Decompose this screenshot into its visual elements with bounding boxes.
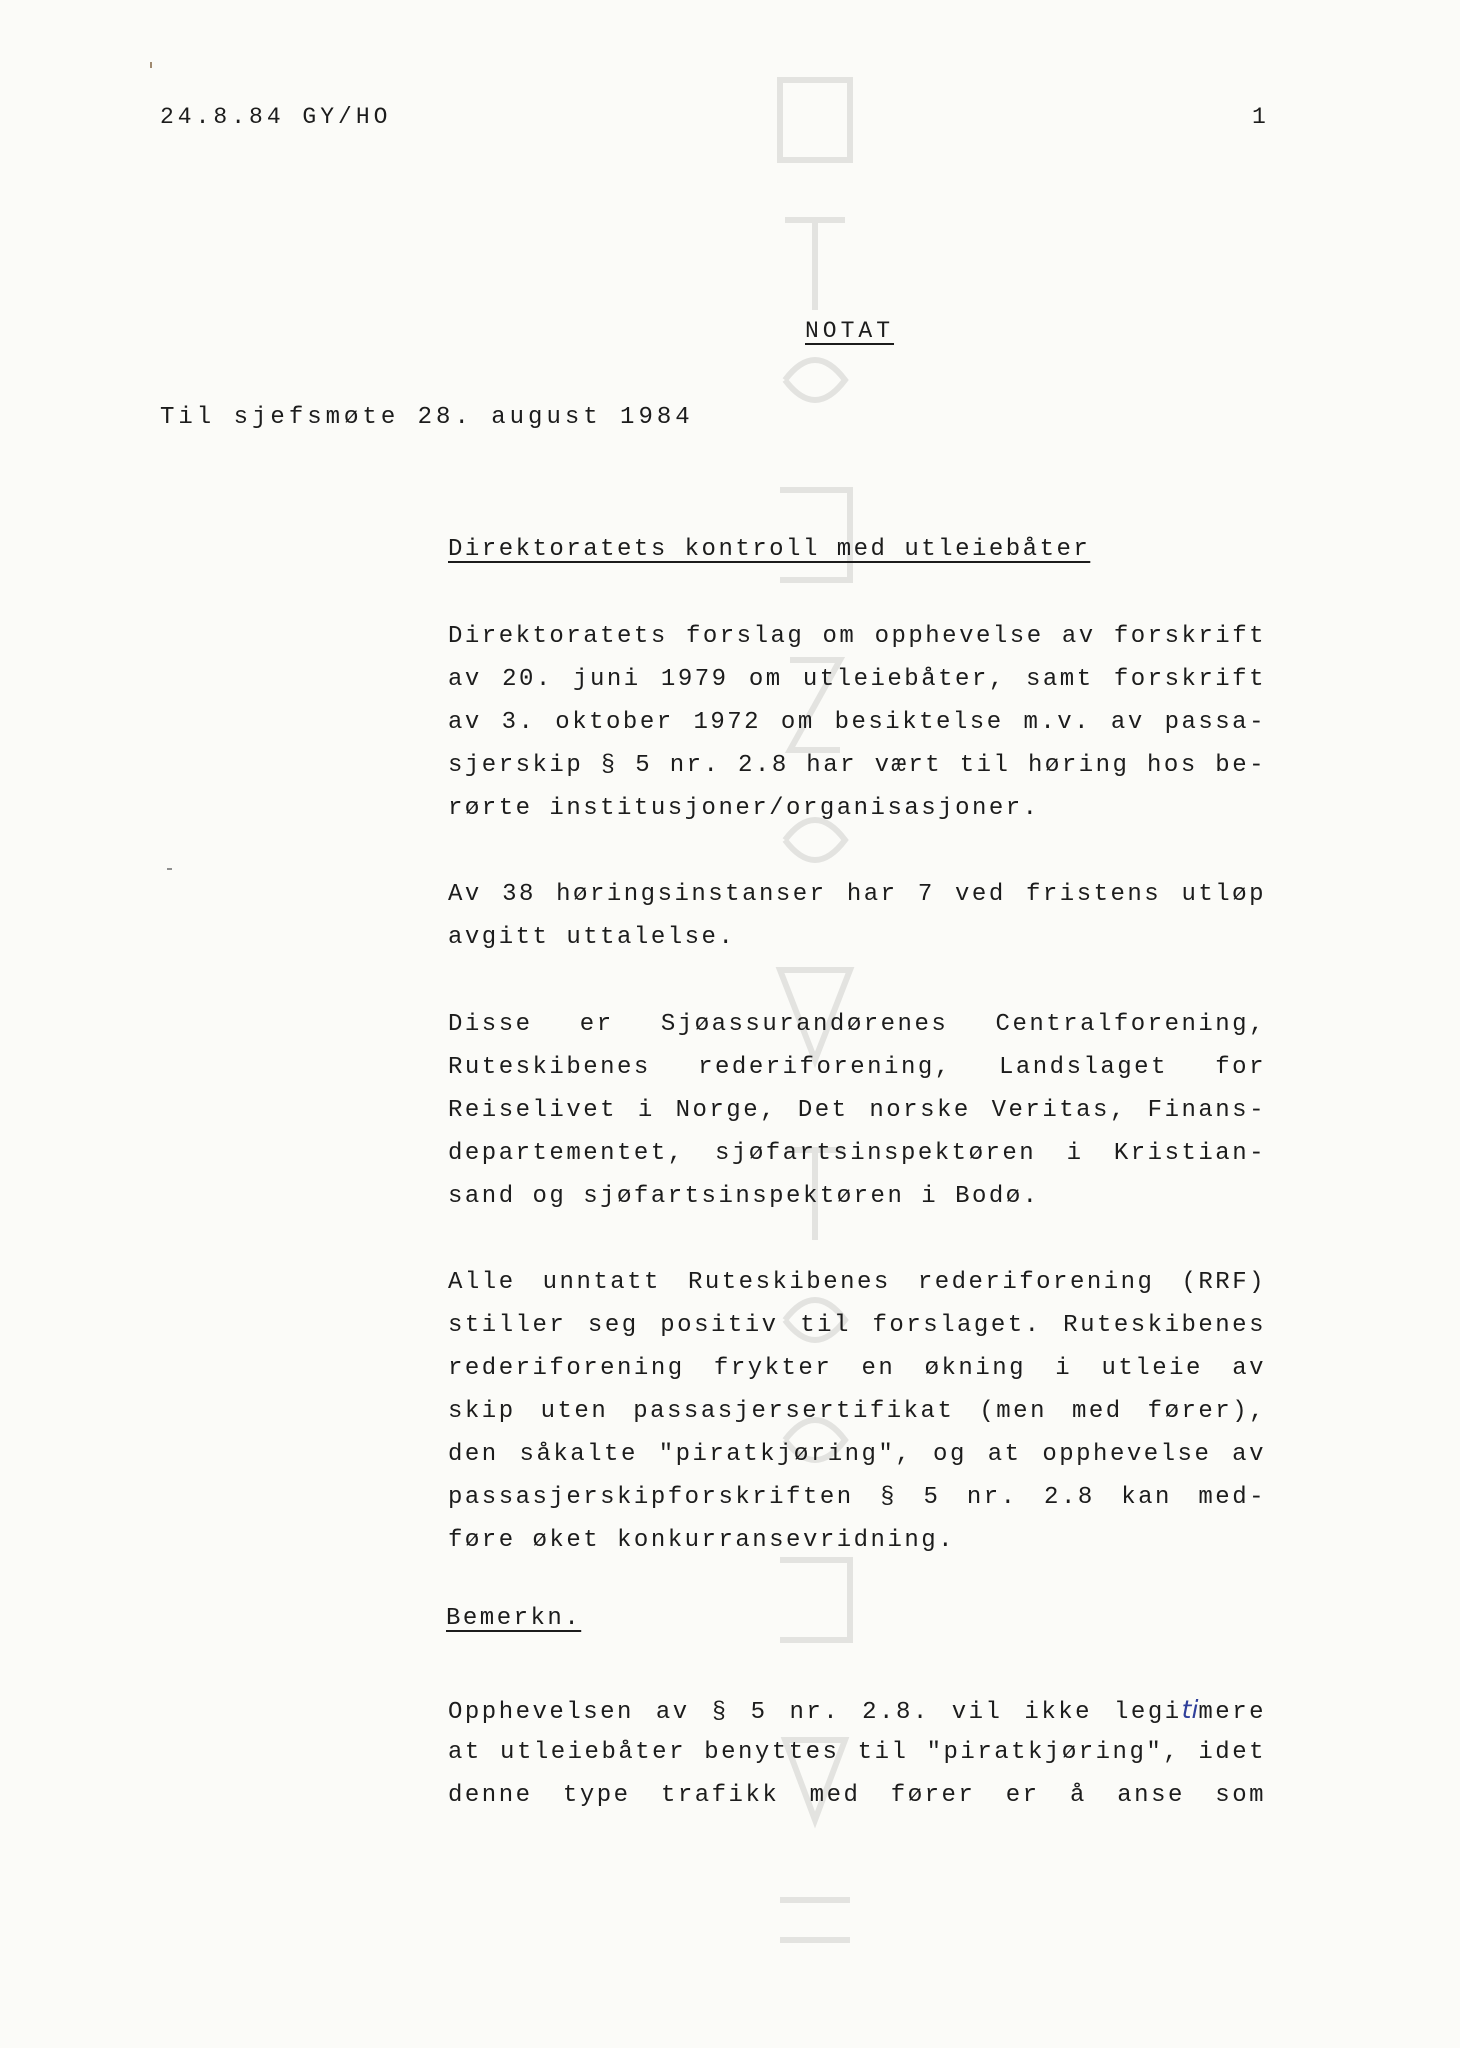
text-line: Disse er Sjøassurandørenes Centralforening, — [448, 1011, 1266, 1038]
paragraph-proposal — [448, 615, 1266, 830]
text-segment: Opphevelsen av § 5 nr. 2.8. vil ikke legi — [448, 1699, 1182, 1726]
text-segment: mere — [1198, 1699, 1266, 1726]
text-line: Direktoratets forslag om opphevelse av forskrift — [448, 623, 1266, 650]
text-line: at utleiebåter benyttes til "piratkjøring", idet — [448, 1739, 1266, 1766]
text-line: føre øket konkurransevridning. — [448, 1527, 956, 1554]
text-line: rørte institusjoner/organisasjoner. — [448, 795, 1040, 822]
text-line: av 3. oktober 1972 om besiktelse m.v. av passa- — [448, 709, 1266, 736]
paragraph-responses — [448, 873, 1266, 959]
paragraph-respondents — [448, 1003, 1266, 1218]
handwritten-correction: ti — [1181, 1695, 1199, 1724]
text-line: av 20. juni 1979 om utleiebåter, samt forskrift — [448, 666, 1266, 693]
text-line: passasjerskipforskriften § 5 nr. 2.8 kan med- — [448, 1484, 1266, 1511]
remarks-heading: Bemerkn. — [446, 1605, 582, 1632]
text-line: sand og sjøfartsinspektøren i Bodø. — [448, 1183, 1040, 1210]
document-title: NOTAT — [805, 318, 895, 344]
text-line-with-correction — [448, 1688, 1266, 1731]
text-line: denne type trafikk med fører er å anse som — [448, 1782, 1266, 1809]
meeting-line: Til sjefsmøte 28. august 1984 — [160, 404, 694, 431]
paragraph-positions — [448, 1261, 1266, 1562]
text-line: rederiforening frykter en økning i utleie av — [448, 1355, 1266, 1382]
text-line: Reiselivet i Norge, Det norske Veritas, Finans- — [448, 1097, 1266, 1124]
text-line: den såkalte "piratkjøring", og at opphevelse av — [448, 1441, 1266, 1468]
text-line: avgitt uttalelse. — [448, 924, 736, 951]
text-line: Alle unntatt Ruteskibenes rederiforening (RRF) — [448, 1269, 1266, 1296]
text-line: sjerskip § 5 nr. 2.8 har vært til høring hos be- — [448, 752, 1266, 779]
paragraph-remarks — [448, 1688, 1266, 1817]
subject-heading: Direktoratets kontroll med utleiebåter — [448, 536, 1091, 563]
text-line: Av 38 høringsinstanser har 7 ved fristens utløp — [448, 881, 1266, 908]
document-reference: 24.8.84 GY/HO — [160, 104, 392, 130]
page-number: 1 — [1252, 104, 1266, 130]
text-line: Ruteskibenes rederiforening, Landslaget for — [448, 1054, 1266, 1081]
text-line: stiller seg positiv til forslaget. Ruteskibenes — [448, 1312, 1266, 1339]
paper-speck — [150, 62, 152, 68]
margin-mark — [167, 868, 172, 870]
text-line: skip uten passasjersertifikat (men med fører), — [448, 1398, 1266, 1425]
text-line: departementet, sjøfartsinspektøren i Kristian- — [448, 1140, 1266, 1167]
